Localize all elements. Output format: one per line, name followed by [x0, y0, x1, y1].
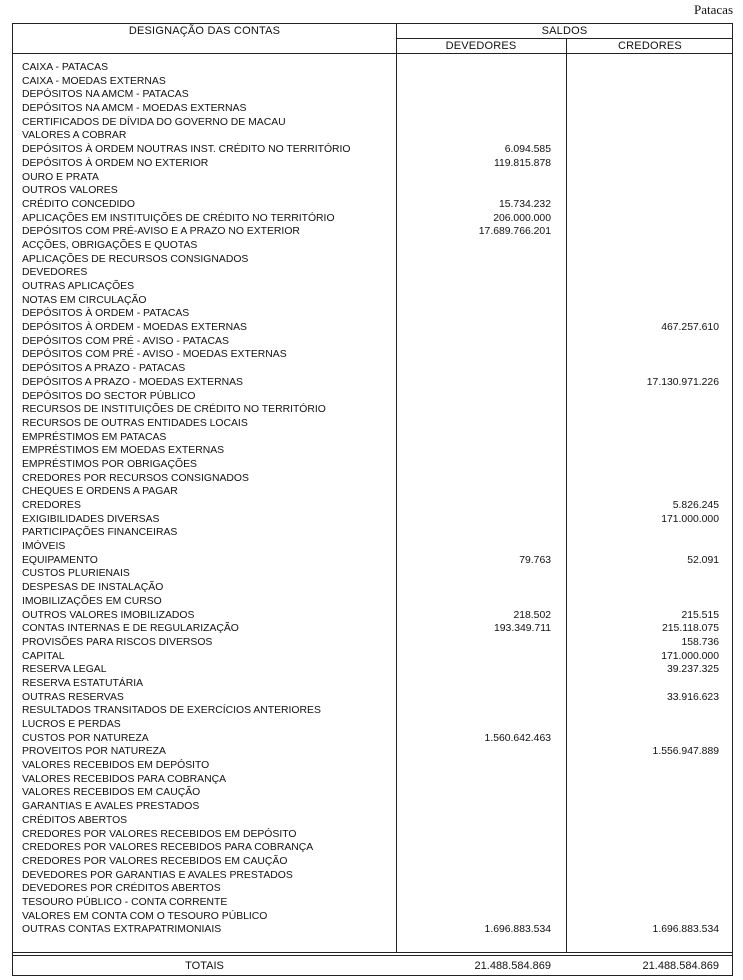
account-name: CREDORES POR VALORES RECEBIDOS EM CAUÇÃO	[22, 855, 288, 867]
account-name: CAIXA - PATACAS	[22, 62, 109, 73]
account-row	[13, 567, 733, 581]
account-credores: 467.257.610	[661, 322, 719, 334]
account-row	[13, 335, 733, 349]
account-name: EMPRÉSTIMOS EM MOEDAS EXTERNAS	[22, 445, 225, 457]
account-row	[13, 786, 733, 800]
account-name: DEPÓSITOS COM PRÉ - AVISO - MOEDAS EXTERNAS	[22, 349, 287, 361]
account-credores: 171.000.000	[661, 650, 719, 662]
header-rule	[13, 53, 733, 54]
account-row	[13, 266, 733, 280]
totals-label: TOTAIS	[185, 960, 224, 972]
account-devedores: 193.349.711	[493, 623, 551, 635]
account-name: DEPÓSITOS À ORDEM NO EXTERIOR	[22, 157, 209, 169]
account-name: VALORES RECEBIDOS PARA COBRANÇA	[22, 773, 227, 785]
account-name: DEVEDORES POR CRÉDITOS ABERTOS	[22, 883, 221, 895]
account-row	[13, 650, 733, 664]
account-row	[13, 485, 733, 499]
totals-rule	[13, 952, 733, 953]
account-row	[13, 171, 733, 185]
account-name: APLICAÇÕES EM INSTITUIÇÕES DE CRÉDITO NO TERRITÓRIO	[22, 212, 335, 224]
account-devedores: 119.815.878	[493, 157, 551, 169]
account-credores: 33.916.623	[666, 691, 719, 703]
account-rows	[13, 61, 733, 937]
account-credores: 215.515	[681, 609, 719, 621]
account-row	[13, 61, 733, 75]
account-name: OUTROS VALORES IMOBILIZADOS	[22, 609, 195, 621]
account-name: CRÉDITOS ABERTOS	[22, 814, 128, 826]
account-credores: 158.736	[681, 636, 719, 648]
account-name: CREDORES	[22, 500, 81, 511]
account-name: CAPITAL	[22, 650, 65, 662]
account-name: VALORES A COBRAR	[22, 130, 127, 142]
account-name: DEPÓSITOS À ORDEM - MOEDAS EXTERNAS	[22, 322, 247, 334]
account-devedores: 17.689.766.201	[478, 226, 551, 238]
account-row	[13, 212, 733, 226]
account-row	[13, 75, 733, 89]
account-row	[13, 896, 733, 910]
account-row	[13, 595, 733, 609]
account-name: CREDORES POR VALORES RECEBIDOS EM DEPÓSITO	[22, 828, 297, 840]
account-name: RESERVA LEGAL	[22, 664, 107, 676]
account-row	[13, 540, 733, 554]
account-row	[13, 581, 733, 595]
account-row	[13, 198, 733, 212]
account-row	[13, 403, 733, 417]
account-row	[13, 800, 733, 814]
account-name: ACÇÕES, OBRIGAÇÕES E QUOTAS	[22, 239, 198, 251]
account-name: EMPRÉSTIMOS EM PATACAS	[22, 431, 167, 443]
account-name: DEVEDORES	[22, 267, 88, 279]
account-row	[13, 745, 733, 759]
account-row	[13, 102, 733, 116]
account-row	[13, 225, 733, 239]
account-name: CONTAS INTERNAS E DE REGULARIZAÇÃO	[22, 623, 239, 635]
account-row	[13, 88, 733, 102]
account-name: CHEQUES E ORDENS A PAGAR	[22, 486, 178, 498]
account-row	[13, 636, 733, 650]
account-name: DEPÓSITOS A PRAZO - PATACAS	[22, 363, 186, 375]
account-name: CUSTOS PLURIENAIS	[22, 568, 130, 580]
account-row	[13, 239, 733, 253]
account-row	[13, 184, 733, 198]
account-row	[13, 458, 733, 472]
account-row	[13, 677, 733, 691]
account-devedores: 15.734.232	[498, 198, 551, 210]
account-name: CAIXA - MOEDAS EXTERNAS	[22, 75, 166, 87]
account-row	[13, 841, 733, 855]
account-row	[13, 732, 733, 746]
account-row	[13, 828, 733, 842]
account-row	[13, 855, 733, 869]
account-devedores: 79.763	[519, 554, 551, 566]
account-row	[13, 253, 733, 267]
totals-credores: 21.488.584.869	[642, 960, 719, 972]
account-name: PROVISÕES PARA RISCOS DIVERSOS	[22, 636, 213, 648]
account-credores: 17.130.971.226	[646, 376, 719, 388]
account-name: RECURSOS DE INSTITUIÇÕES DE CRÉDITO NO TERRITÓRIO	[22, 404, 326, 416]
account-row	[13, 157, 733, 171]
account-row	[13, 417, 733, 431]
account-row	[13, 431, 733, 445]
account-row	[13, 814, 733, 828]
account-name: VALORES EM CONTA COM O TESOURO PÚBLICO	[22, 910, 268, 922]
account-name: EQUIPAMENTO	[22, 554, 98, 566]
account-row	[13, 348, 733, 362]
account-devedores: 218.502	[513, 609, 551, 621]
account-credores: 39.237.325	[666, 664, 719, 676]
account-name: DEPÓSITOS COM PRÉ-AVISO E A PRAZO NO EXTERIOR	[22, 226, 300, 238]
account-name: DEVEDORES POR GARANTIAS E AVALES PRESTADOS	[22, 869, 293, 881]
currency-unit: Patacas	[694, 2, 733, 17]
account-name: PROVEITOS POR NATUREZA	[22, 746, 166, 758]
account-name: LUCROS E PERDAS	[22, 719, 121, 730]
account-name: EMPRÉSTIMOS POR OBRIGAÇÕES	[22, 458, 197, 470]
account-row	[13, 910, 733, 924]
balance-sheet-table	[12, 23, 733, 976]
account-name: APLICAÇÕES DE RECURSOS CONSIGNADOS	[22, 253, 249, 265]
account-name: CREDORES POR VALORES RECEBIDOS PARA COBRANÇA	[22, 842, 314, 854]
account-row	[13, 116, 733, 130]
account-row	[13, 143, 733, 157]
account-name: GARANTIAS E AVALES PRESTADOS	[22, 801, 200, 813]
account-row	[13, 294, 733, 308]
account-row	[13, 691, 733, 705]
account-row	[13, 704, 733, 718]
account-row	[13, 390, 733, 404]
header-designation: DESIGNAÇÃO DAS CONTAS	[128, 25, 281, 37]
account-row	[13, 513, 733, 527]
account-name: OURO E PRATA	[22, 171, 99, 183]
account-name: TESOURO PÚBLICO - CONTA CORRENTE	[22, 896, 228, 908]
account-row	[13, 321, 733, 335]
account-devedores: 206.000.000	[493, 212, 551, 224]
totals-row	[13, 957, 733, 975]
account-row	[13, 472, 733, 486]
account-credores: 5.826.245	[672, 500, 719, 511]
account-name: OUTRAS RESERVAS	[22, 691, 124, 703]
account-row	[13, 362, 733, 376]
account-name: IMOBILIZAÇÕES EM CURSO	[22, 595, 162, 607]
account-name: CERTIFICADOS DE DÍVIDA DO GOVERNO DE MACAU	[22, 116, 286, 128]
account-name: CRÉDITO CONCEDIDO	[22, 198, 135, 210]
header-rule	[396, 38, 733, 39]
account-name: OUTRAS APLICAÇÕES	[22, 281, 135, 292]
account-name: DESPESAS DE INSTALAÇÃO	[22, 582, 164, 594]
account-row	[13, 882, 733, 896]
account-name: DEPÓSITOS A PRAZO - MOEDAS EXTERNAS	[22, 376, 243, 388]
account-name: DEPÓSITOS COM PRÉ - AVISO - PATACAS	[22, 335, 229, 347]
account-row	[13, 773, 733, 787]
account-row	[13, 554, 733, 568]
account-name: OUTRAS CONTAS EXTRAPATRIMONIAIS	[22, 924, 222, 936]
account-name: NOTAS EM CIRCULAÇÃO	[22, 294, 147, 306]
header-saldos: SALDOS	[541, 25, 588, 37]
account-row	[13, 663, 733, 677]
account-row	[13, 869, 733, 883]
account-name: CREDORES POR RECURSOS CONSIGNADOS	[22, 472, 249, 484]
account-name: DEPÓSITOS À ORDEM - PATACAS	[22, 308, 190, 320]
account-row	[13, 499, 733, 513]
account-row	[13, 609, 733, 623]
account-name: VALORES RECEBIDOS EM DEPÓSITO	[22, 760, 210, 772]
account-credores: 171.000.000	[661, 513, 719, 525]
account-name: VALORES RECEBIDOS EM CAUÇÃO	[22, 787, 201, 799]
account-credores: 52.091	[687, 554, 719, 566]
account-devedores: 1.696.883.534	[484, 924, 551, 936]
account-name: RESERVA ESTATUTÁRIA	[22, 677, 144, 689]
account-name: RECURSOS DE OUTRAS ENTIDADES LOCAIS	[22, 417, 248, 429]
account-row	[13, 307, 733, 321]
totals-devedores: 21.488.584.869	[474, 960, 551, 972]
account-row	[13, 376, 733, 390]
header-devedores: DEVEDORES	[445, 40, 517, 52]
account-credores: 215.118.075	[661, 623, 719, 635]
account-row	[13, 622, 733, 636]
account-name: CUSTOS POR NATUREZA	[22, 732, 149, 744]
account-credores: 1.556.947.889	[652, 746, 719, 758]
account-row	[13, 280, 733, 294]
account-name: IMÓVEIS	[22, 541, 66, 553]
account-name: EXIGIBILIDADES DIVERSAS	[22, 513, 160, 525]
header-credores: CREDORES	[618, 40, 682, 52]
account-row	[13, 923, 733, 937]
account-row	[13, 718, 733, 732]
account-name: RESULTADOS TRANSITADOS DE EXERCÍCIOS ANTERIORES	[22, 705, 321, 717]
account-row	[13, 759, 733, 773]
account-devedores: 6.094.585	[504, 144, 551, 156]
account-credores: 1.696.883.534	[652, 924, 719, 936]
totals-rule	[13, 955, 733, 956]
account-name: OUTROS VALORES	[22, 185, 118, 197]
account-name: PARTICIPAÇÕES FINANCEIRAS	[22, 527, 178, 539]
account-name: DEPÓSITOS NA AMCM - PATACAS	[22, 89, 189, 101]
account-name: DEPÓSITOS NA AMCM - MOEDAS EXTERNAS	[22, 103, 247, 115]
account-row	[13, 444, 733, 458]
account-name: DEPÓSITOS DO SECTOR PÚBLICO	[22, 390, 196, 402]
account-row	[13, 526, 733, 540]
account-devedores: 1.560.642.463	[484, 732, 551, 744]
account-name: DEPÓSITOS À ORDEM NOUTRAS INST. CRÉDITO NO TERRITÓRIO	[22, 144, 351, 156]
account-row	[13, 129, 733, 143]
